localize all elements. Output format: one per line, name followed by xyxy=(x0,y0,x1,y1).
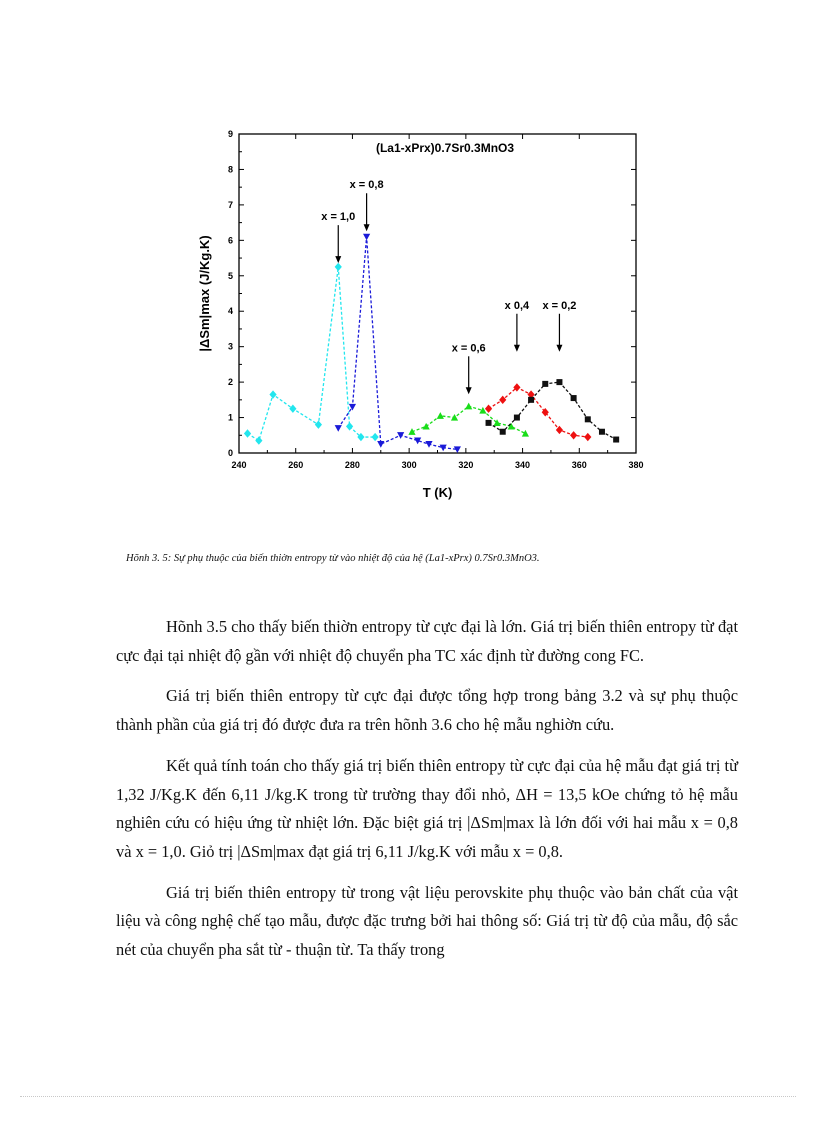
series-line-4 xyxy=(489,382,617,439)
y-tick-label: 3 xyxy=(227,341,233,352)
footer-divider xyxy=(20,1096,796,1097)
data-point xyxy=(542,381,548,387)
y-tick-label: 5 xyxy=(227,270,233,281)
data-point xyxy=(486,420,492,426)
data-point xyxy=(363,234,370,241)
y-tick-label: 9 xyxy=(227,129,233,139)
annotation-label: x = 0,6 xyxy=(451,342,486,355)
data-point xyxy=(522,430,529,437)
data-point xyxy=(244,429,251,437)
data-point xyxy=(613,437,619,443)
x-tick-label: 380 xyxy=(628,460,644,470)
y-tick-label: 0 xyxy=(227,448,233,458)
paragraph-3: Kết quả tính toán cho thấy giá trị biến thiên entropy từ cực đại của hệ mẫu đạt giá trị từ 1,32 J/Kg.K đến 6,11 J/kg.K trong từ trường thay đổi nhỏ, ΔH = 13,5 kOe chứng tỏ hệ mẫu nghiên cứu có hiệu ứng từ nhiệt lớn. Đặc biệt giá trị |ΔSm|max là lớn đối với hai mẫu x = 0,8 và x = 1,0. Giỏ trị |ΔSm|max đạt giá trị 6,11 J/kg.K với mẫu x = 0,8. xyxy=(116,755,738,861)
data-point xyxy=(514,415,520,421)
annotation-label: x = 0,8 xyxy=(349,179,384,192)
data-point xyxy=(408,428,415,435)
y-tick-label: 1 xyxy=(227,412,233,423)
data-point xyxy=(465,403,472,410)
data-point xyxy=(346,422,353,430)
y-tick-label: 4 xyxy=(227,306,233,317)
annotation-label: x 0,4 xyxy=(504,299,530,312)
x-axis-label: T (K) xyxy=(422,485,453,500)
data-point xyxy=(485,404,492,412)
x-tick-label: 260 xyxy=(288,460,304,470)
x-tick-label: 280 xyxy=(344,460,360,470)
figure-caption: Hõnh 3. 5: Sự phụ thuộc của biến thiờn entropy từ vào nhiệt độ của hệ (La1-xPrx) 0.7Sr0.3MnO3. xyxy=(126,553,540,564)
chart-svg xyxy=(190,120,660,510)
data-point xyxy=(571,395,577,401)
y-tick-label: 8 xyxy=(227,164,233,175)
annotation-arrowhead xyxy=(364,224,370,231)
data-point xyxy=(372,433,379,441)
entropy-chart xyxy=(190,120,660,510)
data-point xyxy=(377,441,384,448)
annotation-arrowhead xyxy=(556,345,562,352)
data-point xyxy=(423,423,430,430)
data-point xyxy=(349,404,356,411)
paragraph-1: Hõnh 3.5 cho thấy biến thiờn entropy từ cực đại là lớn. Giá trị biến thiên entropy từ đạt cực đại tại nhiệt độ gần với nhiệt độ chuyển pha TC xác định từ đường cong FC. xyxy=(116,617,738,665)
y-tick-label: 6 xyxy=(227,235,233,246)
data-point xyxy=(289,404,296,412)
chart-title: (La1-xPrx)0.7Sr0.3MnO3 xyxy=(375,141,515,155)
data-point xyxy=(500,429,506,435)
y-tick-label: 7 xyxy=(227,199,233,210)
x-tick-label: 300 xyxy=(401,460,417,470)
y-axis-label: |ΔSm|max (J/Kg.K) xyxy=(197,235,212,352)
data-point xyxy=(528,397,534,403)
paragraph-2: Giá trị biến thiên entropy từ cực đại được tổng hợp trong bảng 3.2 và sự phụ thuộc thành phần của giá trị đó được đưa ra trên hõnh 3.6 cho hệ mẫu nghiờn cứu. xyxy=(116,686,738,735)
x-tick-label: 340 xyxy=(515,460,531,470)
annotation-arrowhead xyxy=(514,345,520,352)
data-point xyxy=(556,379,562,385)
series-line-0 xyxy=(248,267,376,441)
data-point xyxy=(585,416,591,422)
annotation-label: x = 1,0 xyxy=(321,211,356,224)
x-tick-label: 320 xyxy=(458,460,474,470)
data-point xyxy=(584,433,591,441)
data-point xyxy=(335,425,342,432)
plot-frame xyxy=(239,134,636,453)
data-point xyxy=(335,263,342,271)
x-tick-label: 240 xyxy=(231,460,247,470)
paragraph-4: Giá trị biến thiên entropy từ trong vật liệu perovskite phụ thuộc vào bản chất của vật liệu và công nghệ chế tạo mẫu, được đặc trưng bởi hai thông số: Giá trị từ độ của mẫu, độ sắc nét của chuyển pha sắt từ - thuận từ. Ta thấy trong xyxy=(116,882,738,960)
data-point xyxy=(255,436,262,444)
body-text xyxy=(116,613,738,977)
data-point xyxy=(570,431,577,439)
annotation-label: x = 0,2 xyxy=(542,299,577,312)
data-point xyxy=(397,432,404,439)
data-point xyxy=(315,420,322,428)
data-point xyxy=(425,441,432,448)
data-point xyxy=(599,429,605,435)
data-point xyxy=(269,390,276,398)
x-tick-label: 360 xyxy=(571,460,587,470)
annotation-arrowhead xyxy=(466,387,472,394)
y-tick-label: 2 xyxy=(227,377,233,388)
annotation-arrowhead xyxy=(335,256,341,263)
